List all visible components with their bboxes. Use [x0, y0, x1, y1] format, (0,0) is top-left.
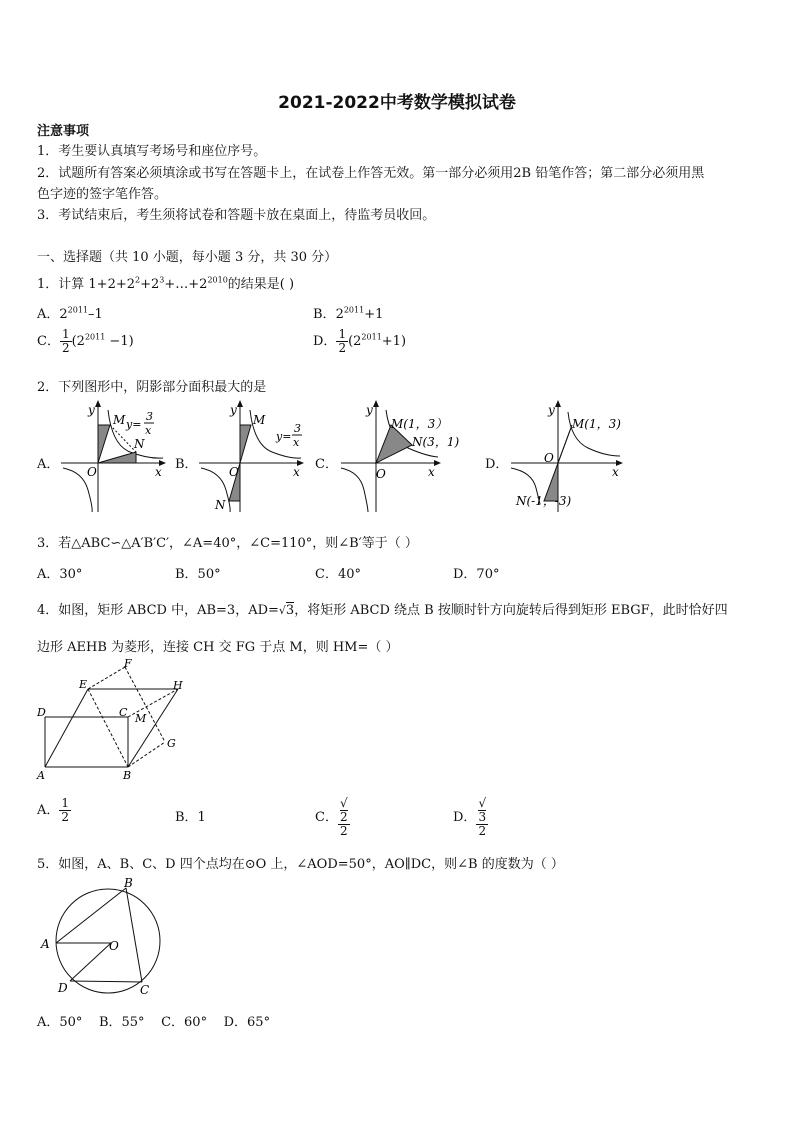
- hyperbola-branch-2: [341, 468, 368, 512]
- label-o: O: [229, 465, 239, 479]
- segment-bh: [128, 689, 178, 767]
- q5-figure: [36, 876, 166, 1001]
- question-4-stem-line2: 边形 AEHB 为菱形，连接 CH 交 FG 于点 M，则 HM=（ ）: [37, 640, 399, 655]
- label-e: E: [79, 678, 88, 691]
- q2-graph-d: [508, 400, 628, 515]
- q4-option-d[interactable]: D． √ 3 2: [453, 796, 487, 838]
- label-o: O: [87, 465, 97, 479]
- label-x: x: [612, 465, 619, 479]
- q2-graph-b: [196, 400, 306, 515]
- label-b: B: [124, 876, 133, 890]
- q1-option-d[interactable]: D． $\frac{1}{2}$ $(2^{2011}+1)$: [313, 327, 407, 355]
- q4-option-b[interactable]: B．1: [175, 810, 206, 825]
- segment-ef: [88, 667, 125, 689]
- y-axis-arrow: [237, 400, 243, 407]
- label-equation: y=: [126, 418, 142, 431]
- segment-od: [70, 943, 111, 981]
- q1-option-b[interactable]: B．$2^{2011}+1$: [313, 305, 384, 322]
- q1-option-c[interactable]: C． $\frac{1}{2}$ $(2^{2011} -1)$: [37, 327, 134, 355]
- notice-item: 3．考试结束后，考生须将试卷和答题卡放在桌面上，待监考员收回。: [37, 208, 436, 223]
- q3-option-a[interactable]: A．30°: [37, 567, 83, 582]
- label-b: B: [123, 769, 132, 782]
- label-f: F: [124, 657, 132, 670]
- q3-option-c[interactable]: C．40°: [315, 567, 361, 582]
- q2-option-c[interactable]: C．: [315, 457, 338, 472]
- label-m: M: [253, 413, 266, 427]
- label-equation: y=: [276, 430, 292, 443]
- q1-option-a[interactable]: A．$2^{2011}-1$: [37, 305, 103, 322]
- label-n: N(3，1): [412, 435, 460, 449]
- question-2-stem: 2．下列图形中，阴影部分面积最大的是: [37, 380, 267, 395]
- y-axis-arrow: [95, 400, 101, 407]
- page-title: 2021-2022中考数学模拟试卷: [278, 93, 516, 113]
- shaded-region: [98, 452, 136, 463]
- notice-item: 1．考生要认真填写考场号和座位序号。: [37, 144, 267, 159]
- notice-item: 色字迹的签字笔作答。: [37, 187, 168, 202]
- label-m: M: [135, 712, 147, 725]
- question-1-stem: 1．计算 $1+2+2^2+2^3+\dots+2^{2010}$的结果是( ): [37, 275, 295, 292]
- label-y: y: [88, 403, 95, 417]
- q4-option-c[interactable]: C． √ 2 2: [315, 796, 348, 838]
- q2-option-d[interactable]: D．: [485, 457, 509, 472]
- q4-option-a[interactable]: A． $\frac{1}{2}$: [37, 796, 70, 824]
- label-x: x: [428, 465, 435, 479]
- q2-option-a[interactable]: A．: [37, 457, 60, 472]
- x-axis-arrow: [434, 460, 441, 466]
- label-y: y: [230, 403, 237, 417]
- notice-item: 2．试题所有答案必须填涂或书写在答题卡上，在试卷上作答无效。第一部分必须用2B 铅笔作答；第二部分必须用黑: [37, 166, 705, 181]
- label-x: x: [293, 465, 300, 479]
- circle-o: [56, 889, 160, 993]
- question-4-stem: 4．如图，矩形 ABCD 中，AB=3，AD=√3，将矩形 ABCD 绕点 B 按顺时针方向旋转后得到矩形 EBGF，此时恰好四: [37, 603, 728, 618]
- label-c: C: [140, 983, 150, 997]
- label-m: M(1，3）: [391, 417, 448, 431]
- q2-option-b[interactable]: B．: [175, 457, 198, 472]
- shaded-region: [98, 425, 110, 463]
- label-y: y: [548, 403, 555, 417]
- segment-eb: [88, 689, 128, 767]
- segment-dc: [70, 981, 142, 982]
- q2-graph-c: [338, 400, 468, 515]
- q5-options[interactable]: A．50° B．55° C．60° D．65°: [37, 1015, 271, 1030]
- q2-graph-a: [58, 400, 168, 515]
- q3-option-d[interactable]: D．70°: [453, 567, 500, 582]
- label-x: x: [155, 465, 162, 479]
- label-d: D: [58, 981, 68, 995]
- segment-bc: [126, 888, 142, 982]
- label-g: G: [167, 737, 176, 750]
- y-axis-arrow: [555, 400, 561, 407]
- label-n: N: [215, 498, 226, 512]
- q3-option-b[interactable]: B．50°: [175, 567, 221, 582]
- question-3-stem: 3．若△ABC∽△A′B′C′，∠A=40°，∠C=110°，则∠B′等于（ ）: [37, 536, 418, 551]
- label-m: M(1，3): [572, 417, 621, 431]
- segment-ab: [56, 888, 126, 943]
- label-o: O: [109, 939, 119, 953]
- label-y: y: [366, 403, 373, 417]
- label-o: O: [376, 467, 386, 481]
- y-axis-arrow: [373, 400, 379, 407]
- label-m: M: [113, 413, 126, 427]
- label-fraction-num: 3: [294, 422, 301, 435]
- label-a: A: [37, 769, 45, 782]
- section-heading: 一、选择题（共 10 小题，每小题 3 分，共 30 分）: [37, 250, 338, 265]
- label-fraction-den: x: [293, 436, 300, 449]
- question-5-stem: 5．如图，A、B、C、D 四个点均在⊙O 上，∠AOD=50°，AO∥DC，则∠B 的度数为（ ）: [37, 857, 564, 872]
- label-d: D: [37, 706, 46, 719]
- segment-ae: [45, 689, 88, 767]
- q4-figure: [33, 657, 183, 782]
- shaded-region: [240, 425, 251, 463]
- label-o: O: [544, 451, 554, 465]
- label-a: A: [41, 937, 50, 951]
- label-n: N: [134, 437, 145, 451]
- label-c: C: [119, 706, 128, 719]
- notice-heading: 注意事项: [37, 124, 90, 139]
- label-fraction-den: x: [145, 424, 152, 437]
- label-h: H: [173, 679, 183, 692]
- segment-bg: [128, 742, 165, 767]
- label-fraction-num: 3: [146, 410, 153, 423]
- segment-fg: [125, 667, 165, 742]
- label-n: N(-1，-3): [516, 494, 572, 508]
